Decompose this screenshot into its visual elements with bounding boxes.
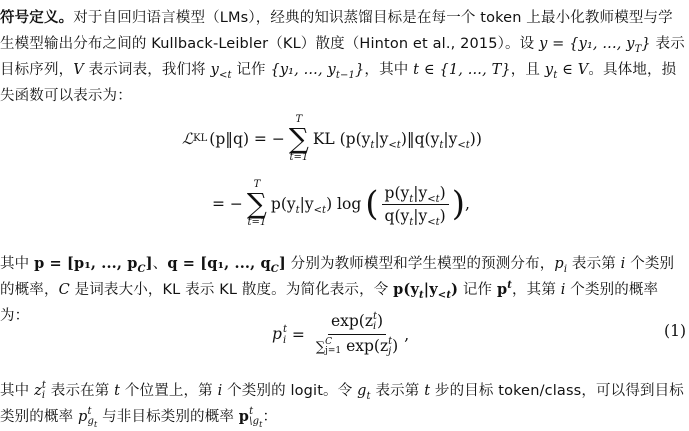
text: 表示目标序列， xyxy=(0,36,685,78)
math-inline: $p^t$ xyxy=(496,280,513,298)
math-inline: $y_t$ ∈ V xyxy=(544,62,589,81)
math-inline: p t $g_t$ xyxy=(78,406,98,429)
sum-operator: T ∑ t=1 xyxy=(246,179,267,228)
math-inline: y = {y₁, ..., $y_T$} xyxy=(539,36,651,55)
math-inline: V xyxy=(73,62,84,78)
paragraph-definitions: 其中 p = [p₁, ..., $p_C$]、q = [q₁, ..., $q_C$] 分别为教师模型和学生模型的预测分布，$p_i$ 表示第 i 个类别的概率，C 是词表大小，KL 表示 KL 散度。为简化表示，令 $p(y_t|y_{<t})$ 记作 $p^t$，其第 i 个类别的概率为： xyxy=(0,255,675,324)
equation-kl-loss: ℒ KL (p‖q) = − T ∑ t=1 KL $(p(y_t|y_{<t})‖q(y_t|y_{<t}))$ xyxy=(182,114,482,163)
math-inline: $p_i$ xyxy=(554,256,568,275)
equation-softmax: p t i = exp(z t i ) ∑ C j=1 exp(z t j ) , xyxy=(272,311,410,357)
paragraph-target-probs: 其中 z t i 表示在第 t 个位置上，第 i 个类别的 logit。令 $g_t$ 表示第 t 步的目标 token/class，可以得到目标类别的概率 p t $g_t$ 与非目标类别的概率 p t $\backslash g_t$ ： xyxy=(0,380,684,429)
section-heading: 符号定义。 xyxy=(0,10,74,26)
math-inline: p = [p₁, ..., $p_C$] xyxy=(34,255,153,275)
math-inline: t ∈ {1, ..., T} xyxy=(413,62,511,78)
math-inline: q = [q₁, ..., $q_C$] xyxy=(167,255,286,275)
text: 表示词表，我们将 xyxy=(83,62,211,78)
sum-operator: T ∑ t=1 xyxy=(288,114,309,163)
paragraph-notation xyxy=(0,5,686,109)
text: ，其中 xyxy=(364,62,414,78)
math-inline: p t $\backslash g_t$ xyxy=(238,406,263,429)
equation-number: (1) xyxy=(664,322,686,340)
text: 记作 xyxy=(231,62,271,78)
equation-kl-expanded: = − T ∑ t=1 $p(y_t|y_{<t})$ log ( $\frac{p(y_t|y_{<t})}{q(y_t|y_{<t})}$ ) , xyxy=(212,179,470,228)
math-inline: {y₁, ..., $y_{t-1}$} xyxy=(270,62,365,81)
text: 。具体地，损失函数可以表示为： xyxy=(0,62,677,104)
math-inline: $g_t$ xyxy=(357,383,371,402)
fraction: $\frac{p(y_t|y_{<t})}{q(y_t|y_{<t})}$ xyxy=(382,184,449,225)
text: 对于自回归语言模型（LMs），经典的知识蒸馏目标是在每一个 token 上最小化教师模型与学生模型输出分布之间的 Kullback-Leibler（KL）散度（Hinton et al., 2015）。设 xyxy=(0,10,673,52)
math-inline: $p(y_t|y_{<t})$ xyxy=(393,281,459,301)
fraction: exp(z t i ) ∑ C j=1 exp(z t j ) xyxy=(315,311,399,357)
math-inline: z t i xyxy=(34,380,47,401)
text: ，且 xyxy=(510,62,545,78)
math-inline: $y_{<t}$ xyxy=(210,62,232,81)
